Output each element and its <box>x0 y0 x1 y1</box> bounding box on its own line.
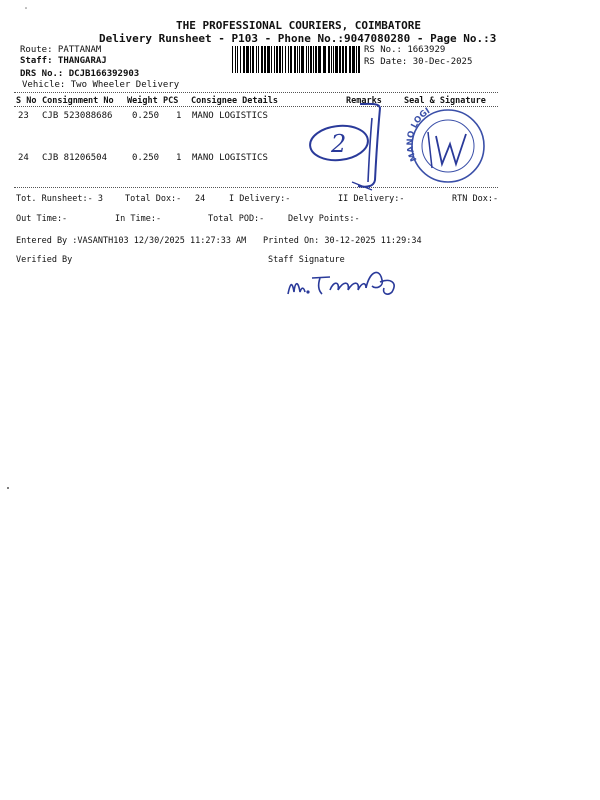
barcode-bar <box>345 46 347 73</box>
barcode-bar <box>349 46 351 73</box>
barcode-bar <box>261 46 263 73</box>
barcode-bar <box>237 46 238 73</box>
row-sno: 23 <box>18 111 29 121</box>
barcode-bar <box>306 46 307 73</box>
barcode-bar <box>252 46 254 73</box>
barcode-bar <box>271 46 272 73</box>
barcode-bar <box>282 46 283 73</box>
row-consignment: CJB 81206504 <box>42 153 108 163</box>
barcode-bar <box>339 46 341 73</box>
barcode-bar <box>240 46 241 73</box>
barcode-bar <box>279 46 281 73</box>
table-top-rule <box>14 92 498 93</box>
col-remarks: Remarks <box>346 96 382 106</box>
table-header-rule <box>14 106 498 107</box>
col-sno: S No <box>16 96 37 106</box>
vehicle-label: Vehicle: Two Wheeler Delivery <box>22 80 180 90</box>
row-consignee: MANO LOGISTICS <box>192 153 268 163</box>
barcode-bar <box>297 46 298 73</box>
barcode-bar <box>310 46 312 73</box>
total-pod: Total POD:- <box>208 214 265 224</box>
entered-by: Entered By :VASANTH103 12/30/2025 11:27:33 AM <box>16 236 247 246</box>
scan-speck <box>25 7 27 9</box>
i-delivery: I Delivery:- <box>229 194 291 204</box>
delvy-points: Delvy Points:- <box>288 214 360 224</box>
printed-on: Printed On: 30-12-2025 11:29:34 <box>263 236 422 246</box>
barcode-bar <box>356 46 357 73</box>
barcode-bar <box>342 46 344 73</box>
barcode-bar <box>323 46 326 73</box>
barcode-bar <box>285 46 286 73</box>
barcode-bar <box>308 46 309 73</box>
barcode-bar <box>246 46 249 73</box>
row-weight: 0.250 <box>132 153 160 163</box>
barcode-bar <box>267 46 270 73</box>
col-consignment: Consignment No <box>42 96 114 106</box>
rs-number: RS No.: 1663929 <box>364 45 446 55</box>
barcode-bar <box>313 46 314 73</box>
total-dox-value: 24 <box>195 194 206 204</box>
barcode-bar <box>264 46 266 73</box>
barcode-bar <box>318 46 321 73</box>
rtn-dox: RTN Dox:- <box>452 194 499 204</box>
col-consignee: Consignee Details <box>191 96 278 106</box>
svg-text:MANO LOGI: MANO LOGI <box>405 106 433 163</box>
barcode-bar <box>276 46 278 73</box>
barcode-bar <box>243 46 245 73</box>
drs-label: DRS No.: DCJB166392903 <box>20 69 140 79</box>
col-pcs: PCS <box>163 96 179 106</box>
barcode-bar <box>294 46 296 73</box>
staff-signature-scrawl <box>288 272 394 294</box>
out-time: Out Time:- <box>16 214 68 224</box>
staff-label: Staff: THANGARAJ <box>20 56 107 66</box>
row-pcs: 1 <box>176 153 182 163</box>
total-dox-label: Total Dox:- <box>125 194 182 204</box>
row-pcs: 1 <box>176 111 182 121</box>
barcode-bar <box>290 46 292 73</box>
verified-by: Verified By <box>16 255 73 265</box>
svg-text:2: 2 <box>331 130 347 158</box>
col-seal: Seal & Signature <box>404 96 486 106</box>
barcode-bar <box>315 46 317 73</box>
barcode <box>232 46 360 73</box>
in-time: In Time:- <box>115 214 162 224</box>
company-title: THE PROFESSIONAL COURIERS, COIMBATORE <box>176 19 422 32</box>
ii-delivery: II Delivery:- <box>338 194 405 204</box>
col-weight: Weight <box>127 96 158 106</box>
total-runsheet: Tot. Runsheet:- 3 <box>16 194 103 204</box>
barcode-bar <box>258 46 259 73</box>
company-stamp <box>406 106 484 182</box>
barcode-bar <box>352 46 355 73</box>
barcode-bar <box>299 46 300 73</box>
barcode-bar <box>328 46 330 73</box>
runsheet-subtitle: Delivery Runsheet - P103 - Phone No.:9047080280 - Page No.:3 <box>99 32 497 45</box>
barcode-bar <box>333 46 334 73</box>
barcode-bar <box>331 46 332 73</box>
staff-signature-label: Staff Signature <box>268 255 345 265</box>
remarks-handwritten-mark <box>308 104 380 190</box>
barcode-bar <box>256 46 257 73</box>
barcode-bar <box>358 46 360 73</box>
barcode-bar <box>232 46 233 73</box>
scan-speck <box>7 487 9 489</box>
route-label: Route: PATTANAM <box>20 45 102 55</box>
barcode-bar <box>274 46 275 73</box>
row-consignment: CJB 523088686 <box>42 111 113 121</box>
barcode-bar <box>235 46 236 73</box>
row-consignee: MANO LOGISTICS <box>192 111 268 121</box>
row-weight: 0.250 <box>132 111 160 121</box>
barcode-bar <box>288 46 289 73</box>
barcode-bar <box>250 46 251 73</box>
row-sno: 24 <box>18 153 29 163</box>
barcode-bar <box>335 46 338 73</box>
table-bottom-rule <box>14 187 498 188</box>
rs-date: RS Date: 30-Dec-2025 <box>364 57 473 67</box>
barcode-bar <box>301 46 304 73</box>
